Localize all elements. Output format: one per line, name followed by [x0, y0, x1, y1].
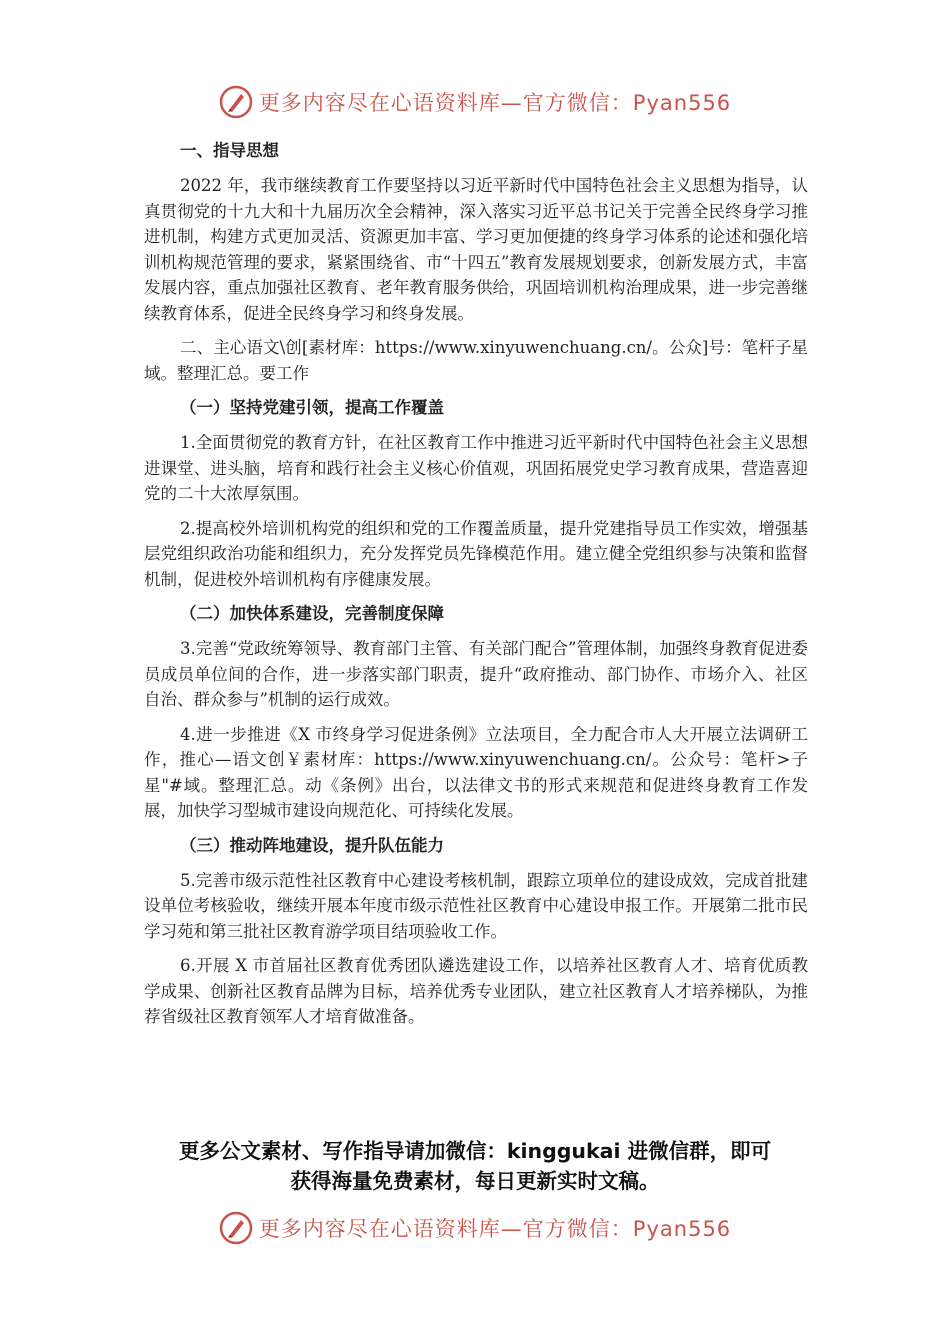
- paragraph-item-2: 2.提高校外培训机构党的组织和党的工作覆盖质量，提升党建指导员工作实效，增强基层党组织政治功能和组织力，充分发挥党员先锋模范作用。建立健全党组织参与决策和监督机制，促进校外培训机构有序健康发展。: [144, 518, 808, 589]
- paragraph-item-3: 3.完善“党政统筹领导、教育部门主管、有关部门配合”管理体制，加强终身教育促进委员成员单位间的合作，进一步落实部门职责，提升“政府推动、部门协作、市场介入、社区自治、群众参与”机制的运行成效。: [144, 639, 808, 709]
- paragraph-main-work: 二、主心语文\创[素材库：https://www.xinyuwenchuang.cn/。公众]号：笔杆子星域。整理汇总。要工作: [144, 338, 808, 383]
- subheading-system-building: （二）加快体系建设，完善制度保障: [180, 604, 444, 623]
- pen-logo-icon: [219, 85, 253, 119]
- document-body: [144, 138, 808, 1030]
- watermark-text: 更多内容尽在心语资料库—官方微信：Pyan556: [258, 1217, 732, 1241]
- pen-logo-icon: [219, 1211, 253, 1245]
- watermark-banner-bottom: [0, 1208, 950, 1248]
- paragraph-item-6: 6.开展 X 市首届社区教育优秀团队遴选建设工作，以培养社区教育人才、培育优质教学成果、创新社区教育品牌为目标，培养优秀专业团队，建立社区教育人才培养梯队，为推荐省级社区教育领军人才培育做准备。: [144, 956, 808, 1026]
- subheading-position-building: （三）推动阵地建设，提升队伍能力: [180, 835, 444, 855]
- paragraph-item-5: 5.完善市级示范性社区教育中心建设考核机制，跟踪立项单位的建设成效，完成首批建设单位考核验收，继续开展本年度市级示范性社区教育中心建设申报工作。开展第二批市民学习苑和第三批社区教育游学项目结项验收工作。: [144, 870, 808, 941]
- subheading-party-building: （一）坚持党建引领，提高工作覆盖: [180, 398, 444, 417]
- watermark-banner-top: [0, 82, 950, 122]
- section-heading-guiding-thought: 一、指导思想: [180, 141, 279, 160]
- paragraph-item-1: 1.全面贯彻党的教育方针，在社区教育工作中推进习近平新时代中国特色社会主义思想进课堂、进头脑，培育和践行社会主义核心价值观，巩固拓展党史学习教育成果，营造喜迎党的二十大浓厚氛围。: [144, 433, 808, 503]
- footer-promo-line-2: 获得海量免费素材，每日更新实时文稿。: [290, 1169, 660, 1193]
- paragraph-guiding-thought: 2022 年，我市继续教育工作要坚持以习近平新时代中国特色社会主义思想为指导，认真贯彻党的十九大和十九届历次全会精神，深入落实习近平总书记关于完善全民终身学习推进机制，构建方式更加灵活、资源更加丰富、学习更加便捷的终身学习体系的论述和强化培训机构规范管理的要求，紧紧围绕省、市“十四五”教育发展规划要求，创新发展方式，丰富发展内容，重点加强社区教育、老年教育服务供给，巩固培训机构治理成果，进一步完善继续教育体系，促进全民终身学习和终身发展。: [144, 176, 808, 323]
- paragraph-item-4: 4.进一步推进《X 市终身学习促进条例》立法项目，全力配合市人大开展立法调研工作，推心—语文创￥素材库：https://www.xinyuwenchuang.cn/。公众号：笔杆>子星"#域。整理汇总。动《条例》出台，以法律文书的形式来规范和促进终身教育工作发展，加快学习型城市建设向规范化、可持续化发展。: [144, 724, 808, 820]
- footer-promo-line-1: 更多公文素材、写作指导请加微信：kinggukai 进微信群，即可: [178, 1139, 772, 1163]
- watermark-text: 更多内容尽在心语资料库—官方微信：Pyan556: [258, 91, 732, 115]
- footer-promo: [0, 1136, 950, 1196]
